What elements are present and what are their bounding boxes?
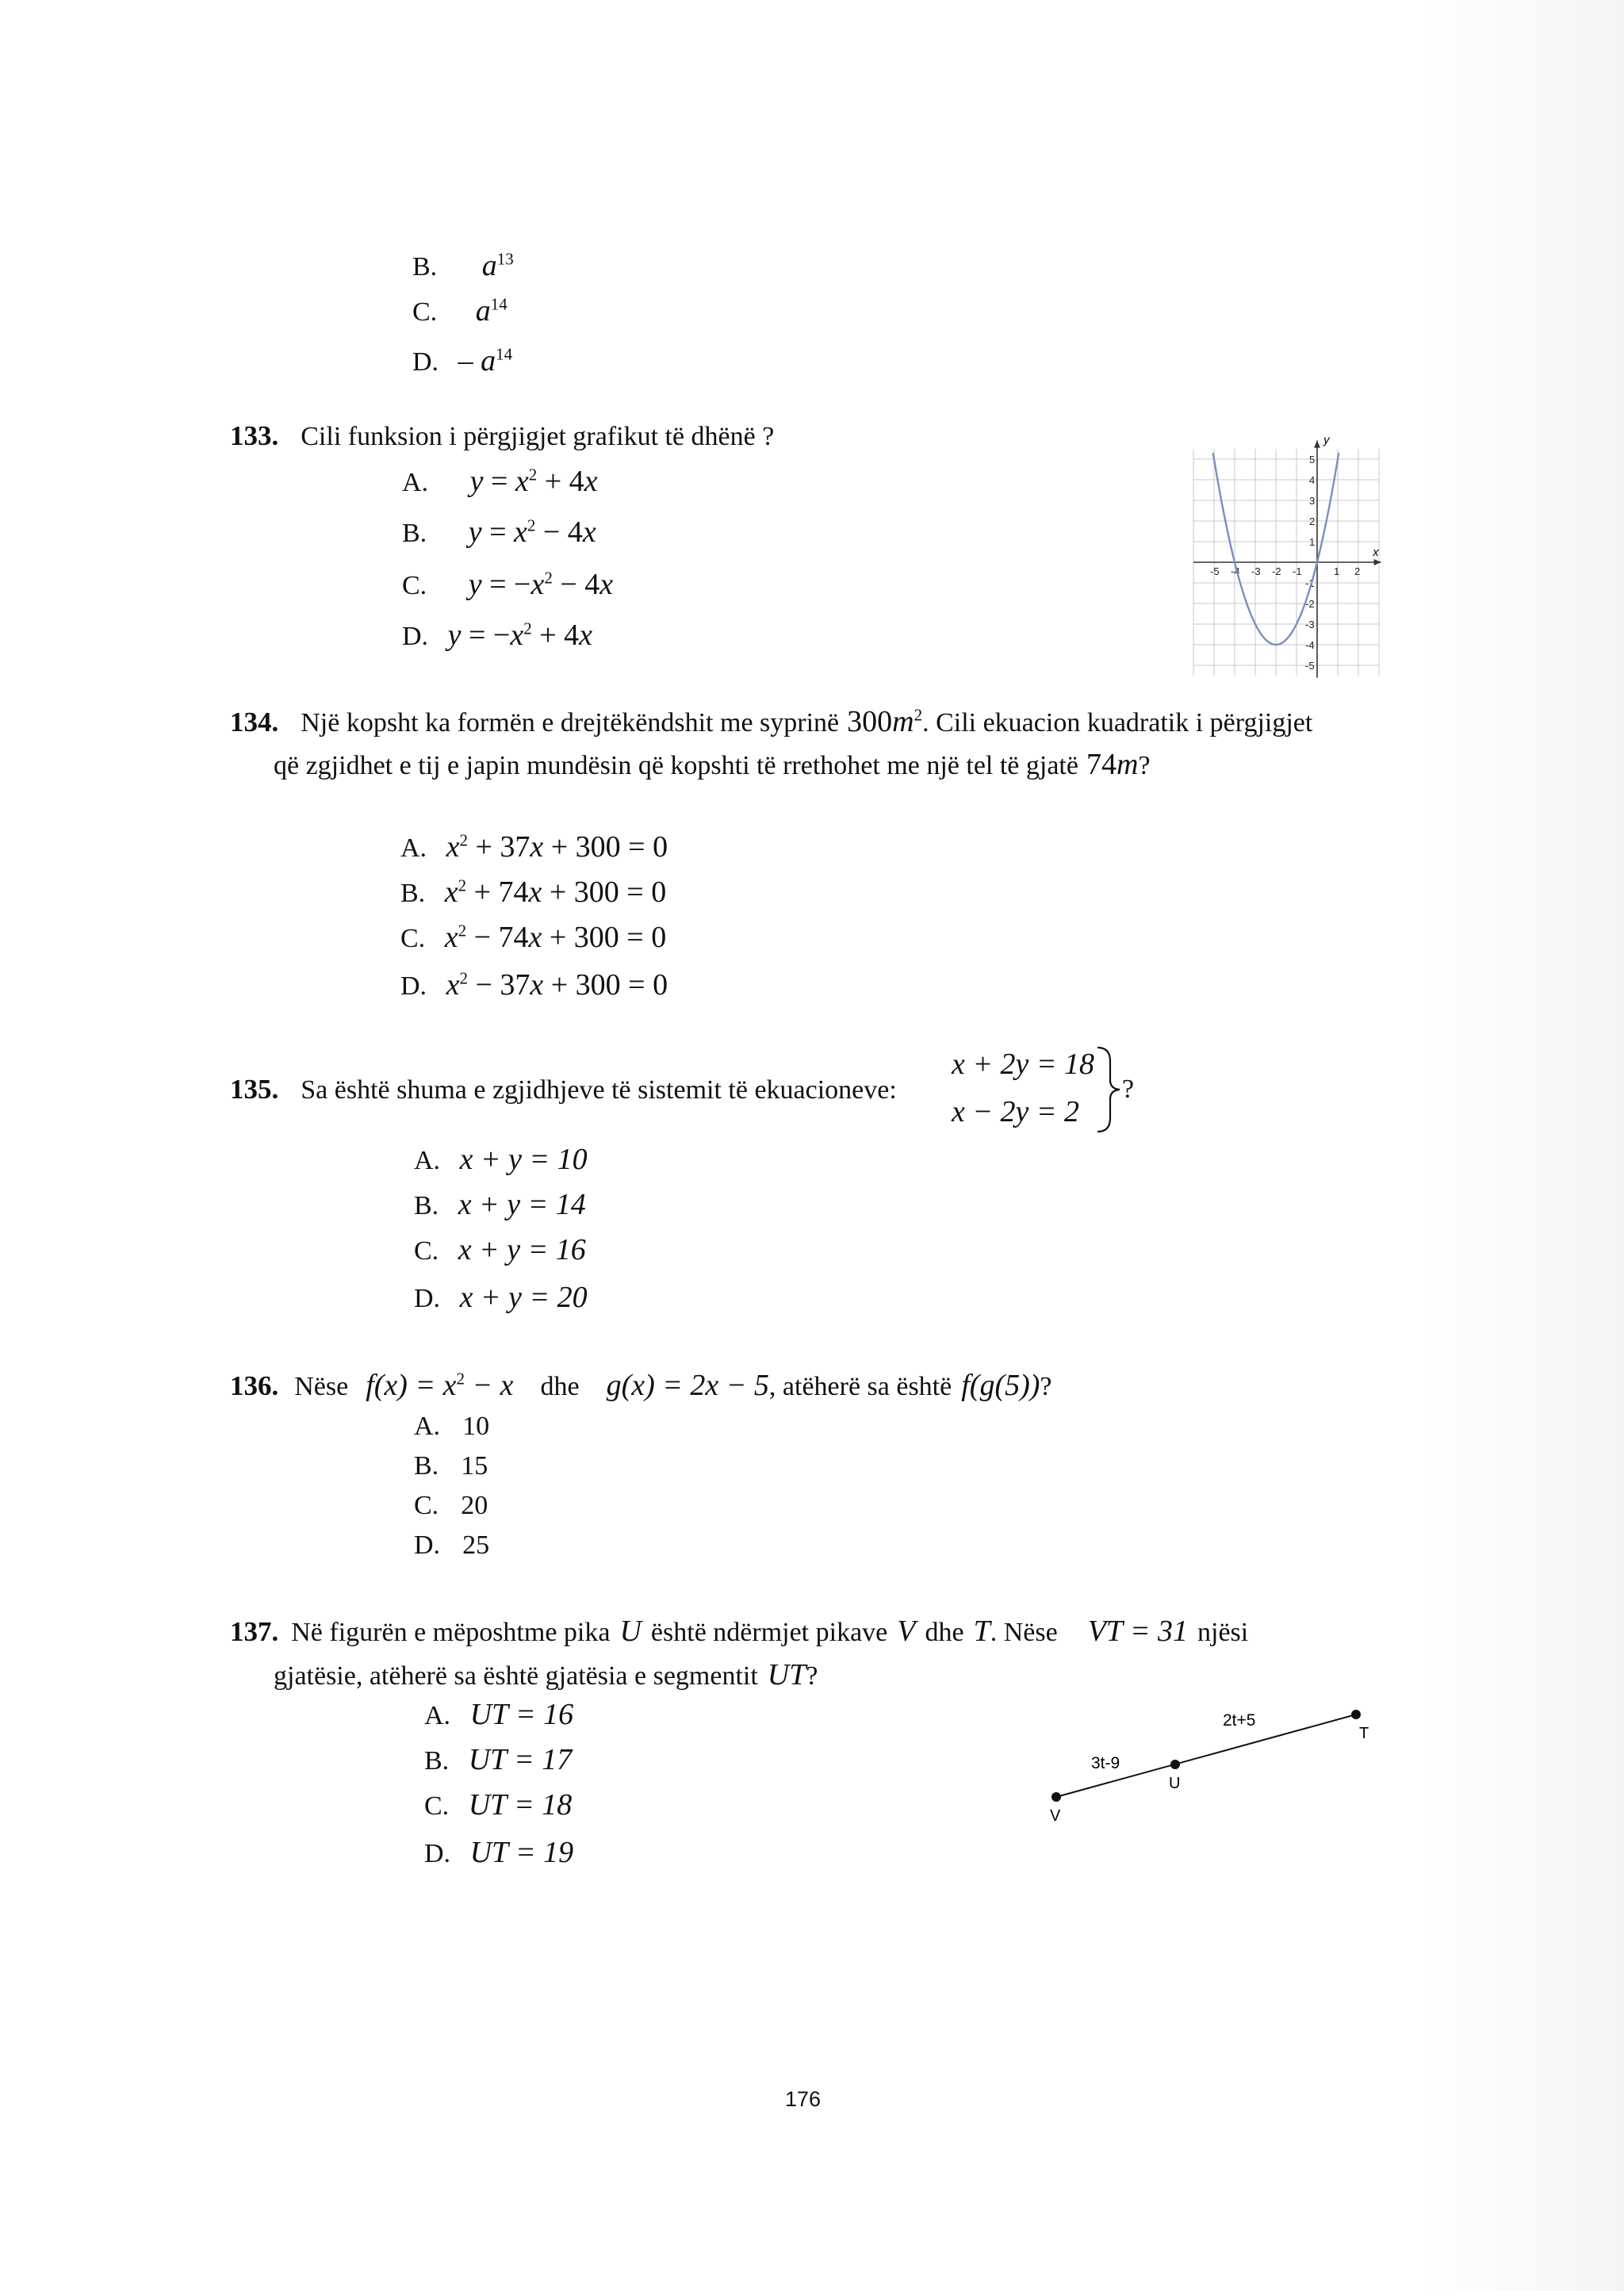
x-tick-label: -2: [1272, 565, 1281, 577]
question-137: 137. Në figurën e mëposhtme pika U është ndërmjet pikave V dhe T. Nëse VT = 31 njësi: [230, 1615, 1249, 1648]
x-tick-label: -4: [1231, 565, 1240, 577]
system-brace-icon: [1094, 1045, 1126, 1134]
label-t: T: [1359, 1725, 1369, 1742]
prev-option-c: C. $a^{14}$: [412, 294, 508, 328]
point-t: [1351, 1710, 1361, 1719]
question-136: 136. Nëse $f(x) = x^2 - x$ dhe g(x) = 2x − 5, atëherë sa është f(g(5))?: [230, 1369, 1052, 1402]
q135-option-b: B. x + y = 14: [414, 1188, 586, 1221]
y-tick-label: 3: [1309, 495, 1316, 507]
q134-option-c: C. $x^2 - 74x + 300 = 0$: [400, 921, 667, 954]
y-tick-label: -3: [1305, 619, 1315, 630]
label-vu-length: 3t-9: [1091, 1754, 1120, 1772]
y-tick-label: -4: [1305, 639, 1315, 651]
q135-option-c: C. x + y = 16: [414, 1233, 586, 1266]
question-number: 133.: [230, 420, 279, 451]
question-137-line-2: gjatësie, atëherë sa është gjatësia e segmentit UT?: [274, 1658, 818, 1691]
q133-parabola-graph: [1182, 416, 1404, 672]
question-number: 134.: [230, 707, 279, 737]
label-u: U: [1169, 1775, 1181, 1792]
point-v: [1051, 1792, 1061, 1802]
question-133: [230, 420, 774, 452]
q134-option-b: B. $x^2 + 74x + 300 = 0$: [400, 875, 667, 909]
q137-option-a: A. UT = 16: [424, 1698, 574, 1731]
q134-option-a: A. $x^2 + 37x + 300 = 0$: [400, 830, 668, 864]
x-tick-label: 2: [1354, 565, 1361, 577]
q136-option-b: B. 15: [414, 1451, 488, 1481]
question-text: Cili funksion i përgjigjet grafikut të dhënë ?: [301, 422, 775, 451]
q133-option-c: C. $y = -x^2 - 4x$: [402, 568, 614, 601]
x-tick-label: -1: [1293, 565, 1302, 577]
q136-option-c: C. 20: [414, 1491, 488, 1520]
system-equation-2: x − 2y = 2: [952, 1095, 1080, 1128]
q133-option-b: B. $y = x^2 - 4x$: [402, 515, 596, 549]
q134-option-d: D. $x^2 - 37x + 300 = 0$: [400, 968, 668, 1002]
y-tick-label: -1: [1305, 577, 1315, 589]
q135-option-a: A. x + y = 10: [414, 1143, 588, 1176]
q137-option-d: D. UT = 19: [424, 1836, 574, 1869]
graph-x-axis-label: x: [1373, 546, 1379, 559]
prev-option-d: D. – $a^{14}$: [412, 344, 513, 377]
x-tick-label: 1: [1334, 565, 1340, 577]
question-135: 135. Sa është shuma e zgjidhjeve të sistemit të ekuacioneve:: [230, 1074, 897, 1105]
q137-option-c: C. UT = 18: [424, 1788, 573, 1822]
page-number: 176: [785, 2087, 822, 2111]
y-axis-arrow-icon: [1314, 441, 1320, 448]
x-tick-label: -3: [1251, 565, 1261, 577]
q133-option-d: D. $y = -x^2 + 4x$: [402, 619, 592, 652]
graph-y-axis-label: y: [1323, 433, 1330, 447]
q135-option-d: D. x + y = 20: [414, 1281, 588, 1314]
system-question-mark: ?: [1122, 1075, 1135, 1104]
question-number: 135.: [230, 1074, 279, 1105]
graph-axes: [1193, 441, 1381, 678]
question-134-line-2: që zgjidhet e tij e japin mundësin që kopshti të rrethohet me një tel të gjatë 74m?: [274, 748, 1151, 781]
q136-option-d: D. 25: [414, 1531, 490, 1560]
y-tick-label: 1: [1309, 536, 1316, 548]
q137-segment-figure: [1039, 1689, 1388, 1824]
y-tick-label: -2: [1305, 598, 1315, 610]
y-tick-label: 2: [1309, 515, 1316, 527]
question-number: 137.: [230, 1616, 279, 1647]
q136-option-a: A. 10: [414, 1412, 490, 1441]
label-v: V: [1050, 1807, 1061, 1825]
q137-option-b: B. UT = 17: [424, 1743, 573, 1776]
y-tick-label: 4: [1309, 474, 1316, 486]
page-edge-shading: [1418, 0, 1624, 2291]
system-equation-1: x + 2y = 18: [952, 1048, 1095, 1081]
question-134: 134. Një kopsht ka formën e drejtëkëndshit me syprinë $300m^2$. Cili ekuacion kuadratik i përgjigjet: [230, 705, 1313, 738]
x-axis-arrow-icon: [1374, 559, 1381, 565]
q133-option-a: A. $y = x^2 + 4x$: [402, 465, 598, 498]
question-number: 136.: [230, 1370, 279, 1401]
point-u: [1170, 1760, 1180, 1769]
label-ut-length: 2t+5: [1223, 1711, 1256, 1730]
y-tick-label: 5: [1309, 454, 1316, 465]
y-tick-label: -5: [1305, 660, 1315, 672]
prev-option-b: B. $a^{13}$: [412, 249, 514, 282]
x-tick-label: -5: [1210, 565, 1220, 577]
